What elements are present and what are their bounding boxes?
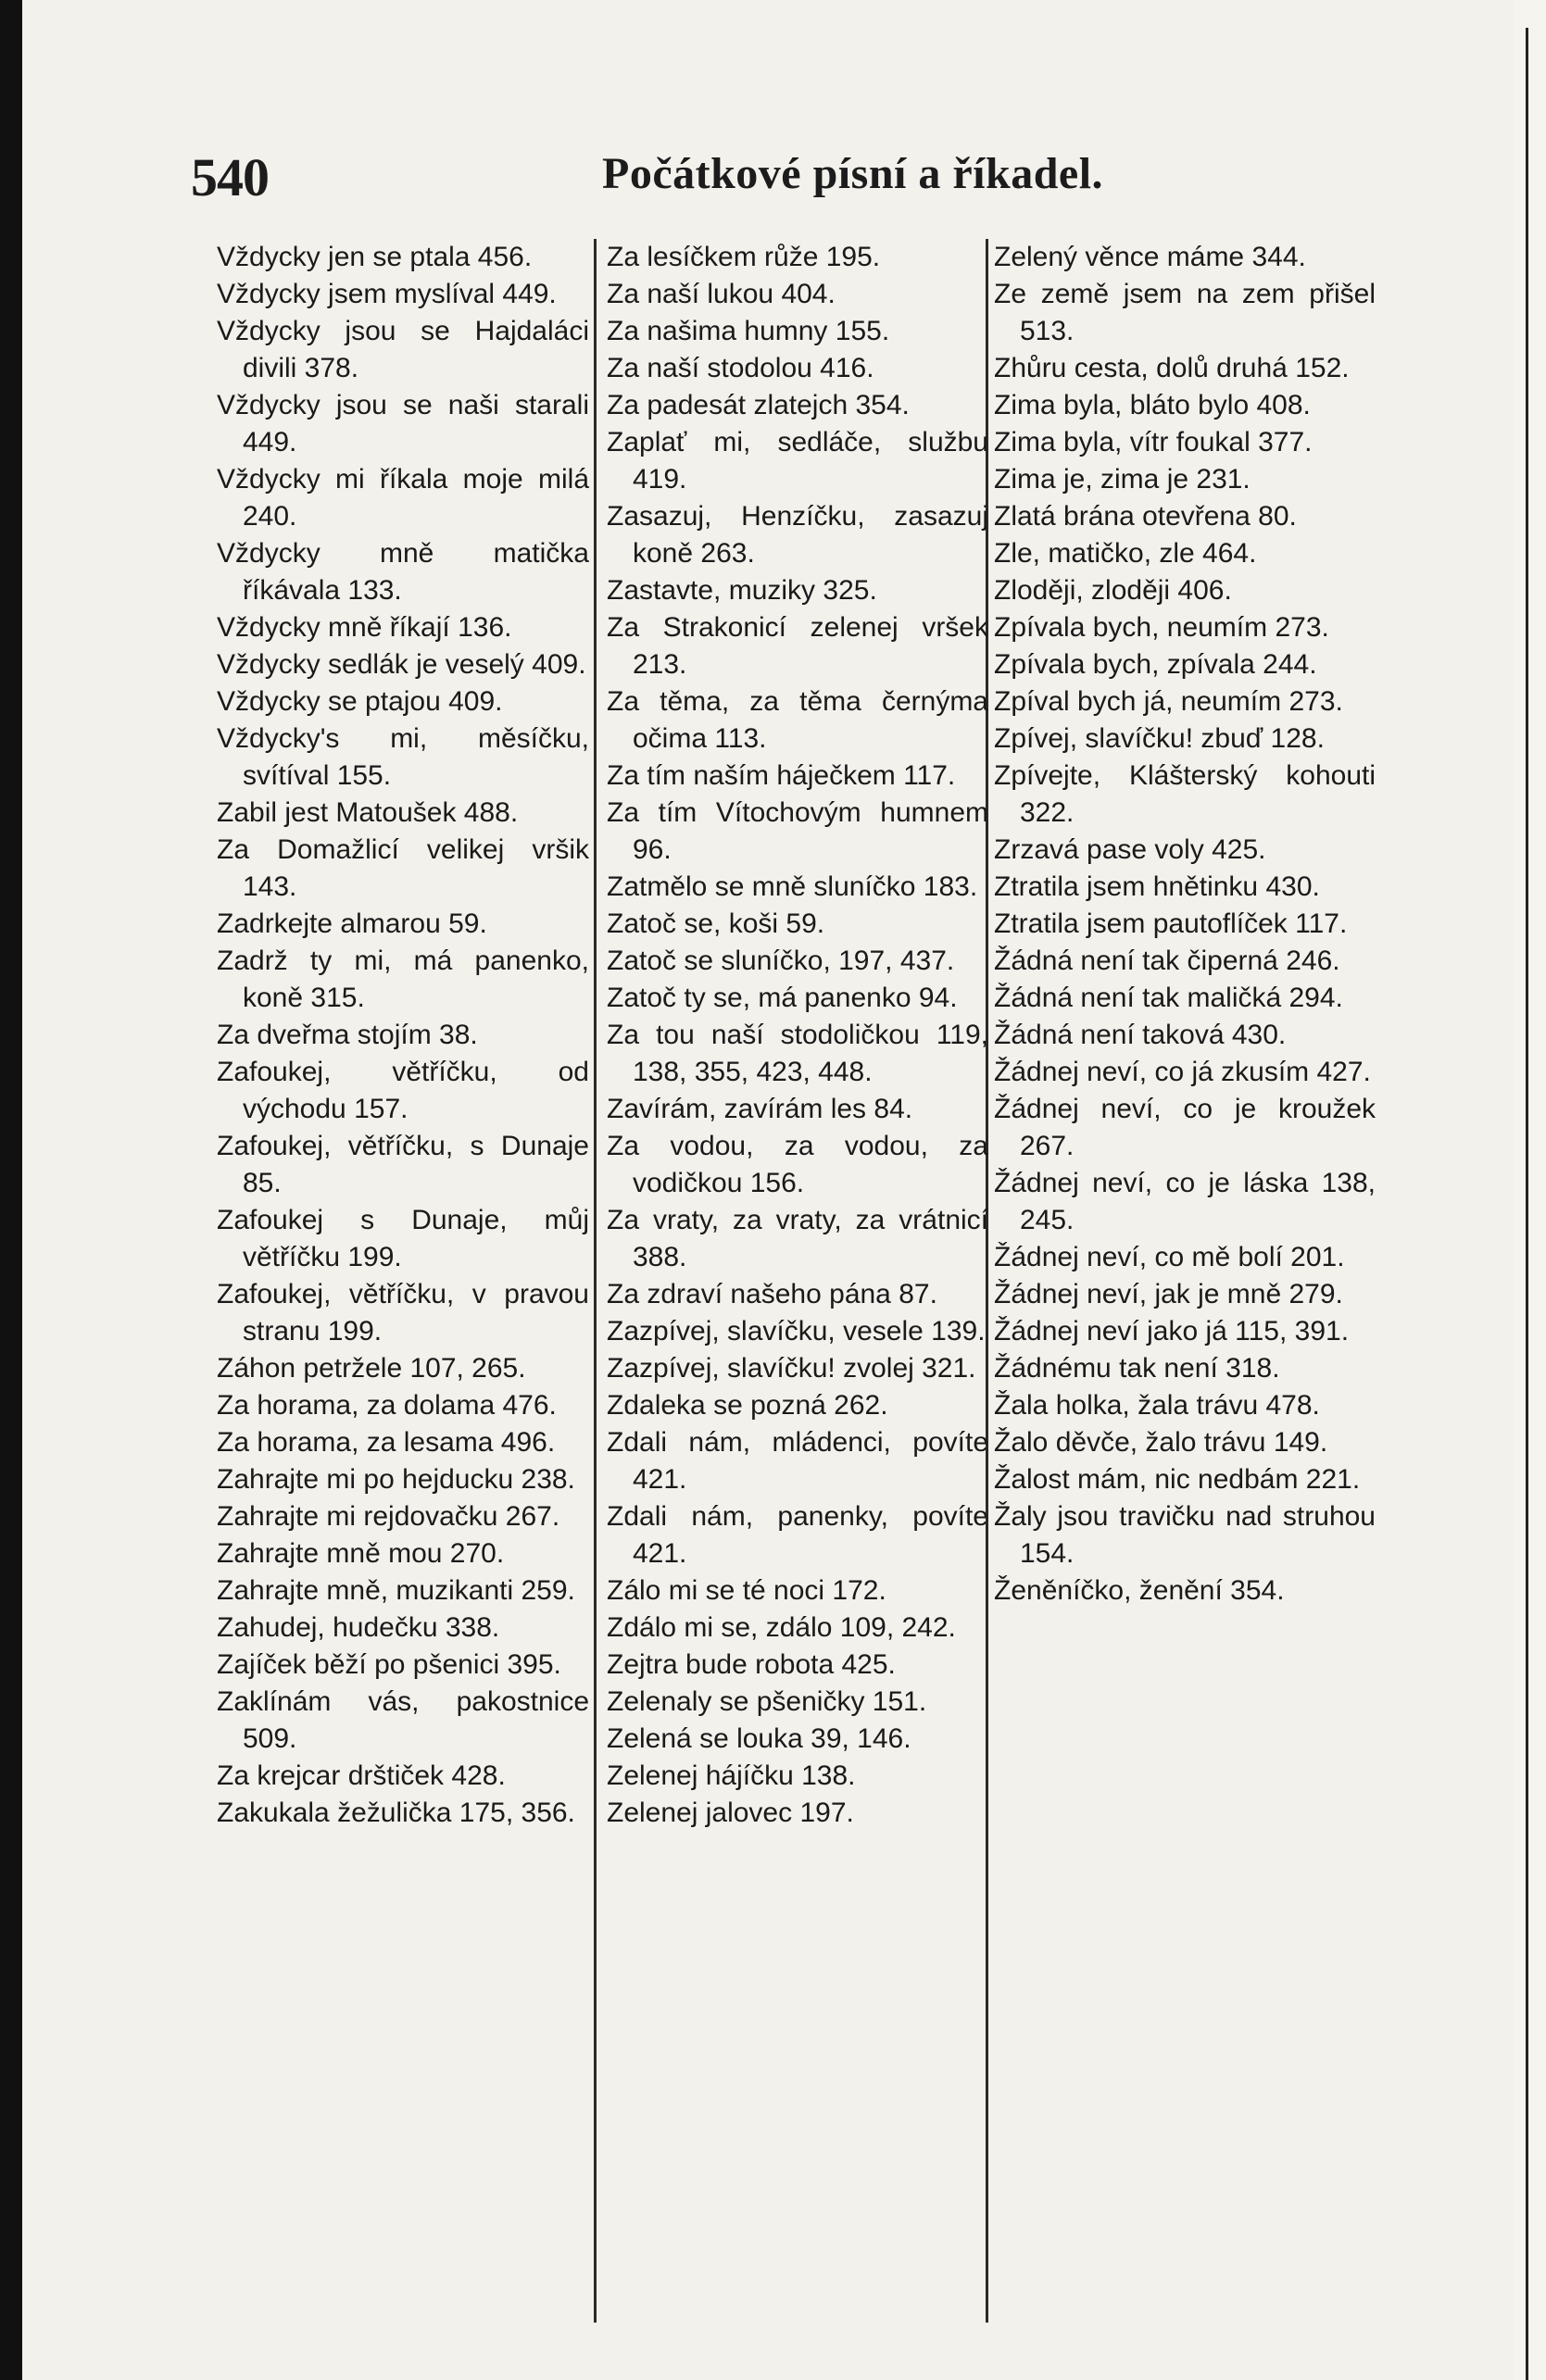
index-entry: Žádnému tak není 318. [994, 1353, 1280, 1384]
index-entry: Vždycky sedlák je veselý 409. [217, 649, 586, 680]
index-entry: Za těma, za těma černýma očima 113. [607, 686, 988, 754]
index-entry: Zelenej jalovec 197. [607, 1798, 854, 1828]
index-entry: Zavírám, zavírám les 84. [607, 1094, 913, 1124]
index-entry: Za Domažlicí velikej vršik 143. [217, 834, 589, 902]
index-entry: Žádnej neví, co je láska 138, 245. [994, 1168, 1376, 1235]
index-entry: Žaly jsou travičku nad struhou 154. [994, 1501, 1376, 1569]
index-entry: Zadrkejte almarou 59. [217, 908, 487, 939]
index-entry: Vždycky se ptajou 409. [217, 686, 503, 717]
index-entry: Zejtra bude robota 425. [607, 1649, 896, 1680]
index-entry: Vždycky mně matička říkávala 133. [217, 538, 589, 606]
index-entry: Za naší lukou 404. [607, 279, 836, 309]
index-entry: Za zdraví našeho pána 87. [607, 1279, 937, 1309]
index-entry: Žala holka, žala trávu 478. [994, 1390, 1320, 1421]
index-entry: Žádnej neví, jak je mně 279. [994, 1279, 1343, 1309]
index-entry: Zafoukej, větříčku, v pravou stranu 199. [217, 1279, 589, 1347]
index-entry: Zatoč se sluníčko, 197, 437. [607, 946, 955, 976]
index-entry: Zafoukej s Dunaje, můj větříčku 199. [217, 1205, 589, 1272]
index-entry: Za tou naší stodoličkou 119, 138, 355, 423, 448. [607, 1020, 988, 1087]
index-entry: Žádná není tak maličká 294. [994, 983, 1343, 1013]
index-entry: Za padesát zlatejch 354. [607, 390, 910, 420]
index-entry: Zafoukej, větříčku, s Dunaje 85. [217, 1131, 589, 1198]
index-entry: Žádná není tak čiperná 246. [994, 946, 1340, 976]
index-entry: Zazpívej, slavíčku, vesele 139. [607, 1316, 986, 1347]
index-entry: Za našima humny 155. [607, 316, 890, 346]
index-entry: Zabil jest Matoušek 488. [217, 797, 519, 828]
index-column-3 [994, 239, 1376, 1610]
index-entry: Žádnej neví, co já zkusím 427. [994, 1057, 1371, 1087]
index-entry: Zdali nám, mládenci, povíte 421. [607, 1427, 988, 1495]
index-entry: Za Strakonicí zelenej vršek 213. [607, 612, 988, 680]
index-entry: Zahrajte mně mou 270. [217, 1538, 505, 1569]
index-entry: Zatoč ty se, má panenko 94. [607, 983, 958, 1013]
index-entry: Zálo mi se té noci 172. [607, 1575, 886, 1606]
running-title: Počátkové písní a říkadel. [602, 149, 1104, 198]
index-column-1 [217, 239, 589, 1832]
index-entry: Záhon petržele 107, 265. [217, 1353, 526, 1384]
index-entry: Za dveřma stojím 38. [217, 1020, 478, 1050]
index-entry: Vždycky's mi, měsíčku, svítíval 155. [217, 723, 589, 791]
index-entry: Zatmělo se mně sluníčko 183. [607, 871, 978, 902]
index-entry: Zpívala bych, neumím 273. [994, 612, 1329, 643]
index-entry: Zazpívej, slavíčku! zvolej 321. [607, 1353, 976, 1384]
index-entry: Vždycky jsem myslíval 449. [217, 279, 557, 309]
index-entry: Zahrajte mi po hejducku 238. [217, 1464, 575, 1495]
index-entry: Zaplať mi, sedláče, službu 419. [607, 427, 988, 495]
index-entry: Žádnej neví jako já 115, 391. [994, 1316, 1350, 1347]
index-entry: Žalo děvče, žalo trávu 149. [994, 1427, 1328, 1458]
index-entry: Zima je, zima je 231. [994, 464, 1251, 495]
index-entry: Zpívejte, Klášterský kohouti 322. [994, 760, 1376, 828]
index-entry: Za lesíčkem růže 195. [607, 242, 881, 272]
index-entry: Ztratila jsem hnětinku 430. [994, 871, 1320, 902]
index-entry: Zastavte, muziky 325. [607, 575, 877, 606]
index-entry: Zafoukej, větříčku, od východu 157. [217, 1057, 589, 1124]
index-entry: Vždycky jsou se Hajdaláci divili 378. [217, 316, 589, 383]
index-column-2 [607, 239, 988, 1832]
index-entry: Zahrajte mi rejdovačku 267. [217, 1501, 560, 1532]
index-entry: Žalost mám, nic nedbám 221. [994, 1464, 1361, 1495]
index-entry: Vždycky jsou se naši starali 449. [217, 390, 589, 457]
index-entry: Za vraty, za vraty, za vrátnicí 388. [607, 1205, 988, 1272]
index-entry: Zajíček běží po pšenici 395. [217, 1649, 561, 1680]
index-entry: Zdaleka se pozná 262. [607, 1390, 888, 1421]
index-entry: Za naší stodolou 416. [607, 353, 874, 383]
index-entry: Zelenaly se pšeničky 151. [607, 1686, 927, 1717]
page-edge-line [1526, 28, 1528, 2380]
index-entry: Zloději, zloději 406. [994, 575, 1232, 606]
index-entry: Ženěníčko, ženění 354. [994, 1575, 1285, 1606]
index-entry: Zlatá brána otevřena 80. [994, 501, 1297, 532]
index-entry: Za horama, za lesama 496. [217, 1427, 556, 1458]
index-entry: Zakukala žežulička 175, 356. [217, 1798, 575, 1828]
index-entry: Vždycky jen se ptala 456. [217, 242, 533, 272]
index-entry: Zpíval bych já, neumím 273. [994, 686, 1343, 717]
index-entry: Zahrajte mně, muzikanti 259. [217, 1575, 575, 1606]
index-entry: Žádnej neví, co je kroužek 267. [994, 1094, 1376, 1161]
index-entry: Zaklínám vás, pakostnice 509. [217, 1686, 589, 1754]
index-entry: Za tím naším háječkem 117. [607, 760, 956, 791]
index-entry: Zelenej hájíčku 138. [607, 1760, 856, 1791]
index-entry: Zdali nám, panenky, povíte 421. [607, 1501, 988, 1569]
index-entry: Za krejcar drštiček 428. [217, 1760, 506, 1791]
index-entry: Vždycky mi říkala moje milá 240. [217, 464, 589, 532]
index-entry: Zpívej, slavíčku! zbuď 128. [994, 723, 1325, 754]
index-entry: Ztratila jsem pautoflíček 117. [994, 908, 1348, 939]
index-entry: Zelený věnce máme 344. [994, 242, 1306, 272]
index-entry: Zasazuj, Henzíčku, zasazuj koně 263. [607, 501, 988, 569]
index-entry: Zatoč se, koši 59. [607, 908, 825, 939]
page-number: 540 [191, 147, 269, 207]
index-entry: Za horama, za dolama 476. [217, 1390, 557, 1421]
index-entry: Zahudej, hudečku 338. [217, 1612, 500, 1643]
index-entry: Ze země jsem na zem přišel 513. [994, 279, 1376, 346]
index-entry: Žádnej neví, co mě bolí 201. [994, 1242, 1345, 1272]
index-entry: Zelená se louka 39, 146. [607, 1723, 911, 1754]
index-entry: Zdálo mi se, zdálo 109, 242. [607, 1612, 956, 1643]
index-entry: Zima byla, bláto bylo 408. [994, 390, 1311, 420]
index-entry: Zrzavá pase voly 425. [994, 834, 1266, 865]
index-entry: Za tím Vítochovým humnem 96. [607, 797, 988, 865]
index-entry: Za vodou, za vodou, za vodičkou 156. [607, 1131, 988, 1198]
index-entry: Zle, matičko, zle 464. [994, 538, 1257, 569]
index-entry: Vždycky mně říkají 136. [217, 612, 512, 643]
index-entry: Zadrž ty mi, má panenko, koně 315. [217, 946, 589, 1013]
column-rule-1 [594, 239, 597, 2323]
index-entry: Zpívala bych, zpívala 244. [994, 649, 1317, 680]
index-entry: Zhůru cesta, dolů druhá 152. [994, 353, 1350, 383]
page-edge [1514, 0, 1546, 2380]
index-entry: Zima byla, vítr foukal 377. [994, 427, 1313, 457]
index-entry: Žádná není taková 430. [994, 1020, 1287, 1050]
